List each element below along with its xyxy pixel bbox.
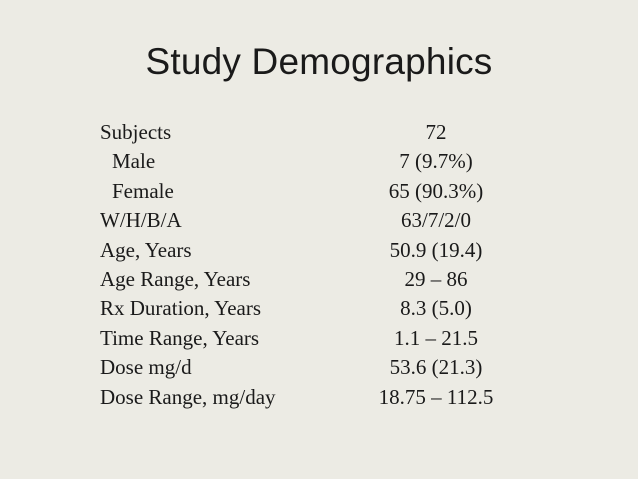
table-row: [100, 236, 540, 265]
table-row: [100, 147, 540, 176]
row-label: Subjects: [100, 120, 172, 144]
row-label: W/H/B/A: [100, 208, 182, 233]
table-row: [100, 206, 540, 235]
row-label: Dose mg/d: [100, 355, 192, 380]
row-label: Age, Years: [100, 237, 192, 262]
row-value: 8.3 (5.0): [400, 296, 472, 321]
table-row: [100, 265, 540, 294]
table-row: [100, 294, 540, 323]
table-row: [100, 353, 540, 382]
table-row: [100, 383, 540, 412]
table-row: [100, 118, 540, 147]
row-value: 1.1 – 21.5: [394, 325, 478, 350]
row-value: 50.9 (19.4): [389, 237, 483, 262]
table-row: [100, 324, 540, 353]
row-label: Male: [112, 149, 156, 174]
row-value: 63/7/2/0: [400, 208, 471, 233]
row-value: 29 – 86: [404, 266, 468, 291]
row-label: Rx Duration, Years: [100, 296, 261, 321]
row-label: Age Range, Years: [100, 266, 251, 291]
row-value: 72: [425, 120, 447, 144]
table-row: [100, 177, 540, 206]
row-label: Dose Range, mg/day: [100, 384, 276, 409]
demographics-table: [100, 118, 540, 412]
row-value: 18.75 – 112.5: [378, 384, 494, 409]
row-value: 53.6 (21.3): [389, 355, 483, 380]
row-label: Time Range, Years: [100, 325, 260, 350]
slide-title: Study Demographics: [145, 41, 493, 82]
row-value: 65 (90.3%): [388, 178, 484, 203]
row-label: Female: [112, 178, 174, 203]
row-value: 7 (9.7%): [399, 149, 473, 174]
